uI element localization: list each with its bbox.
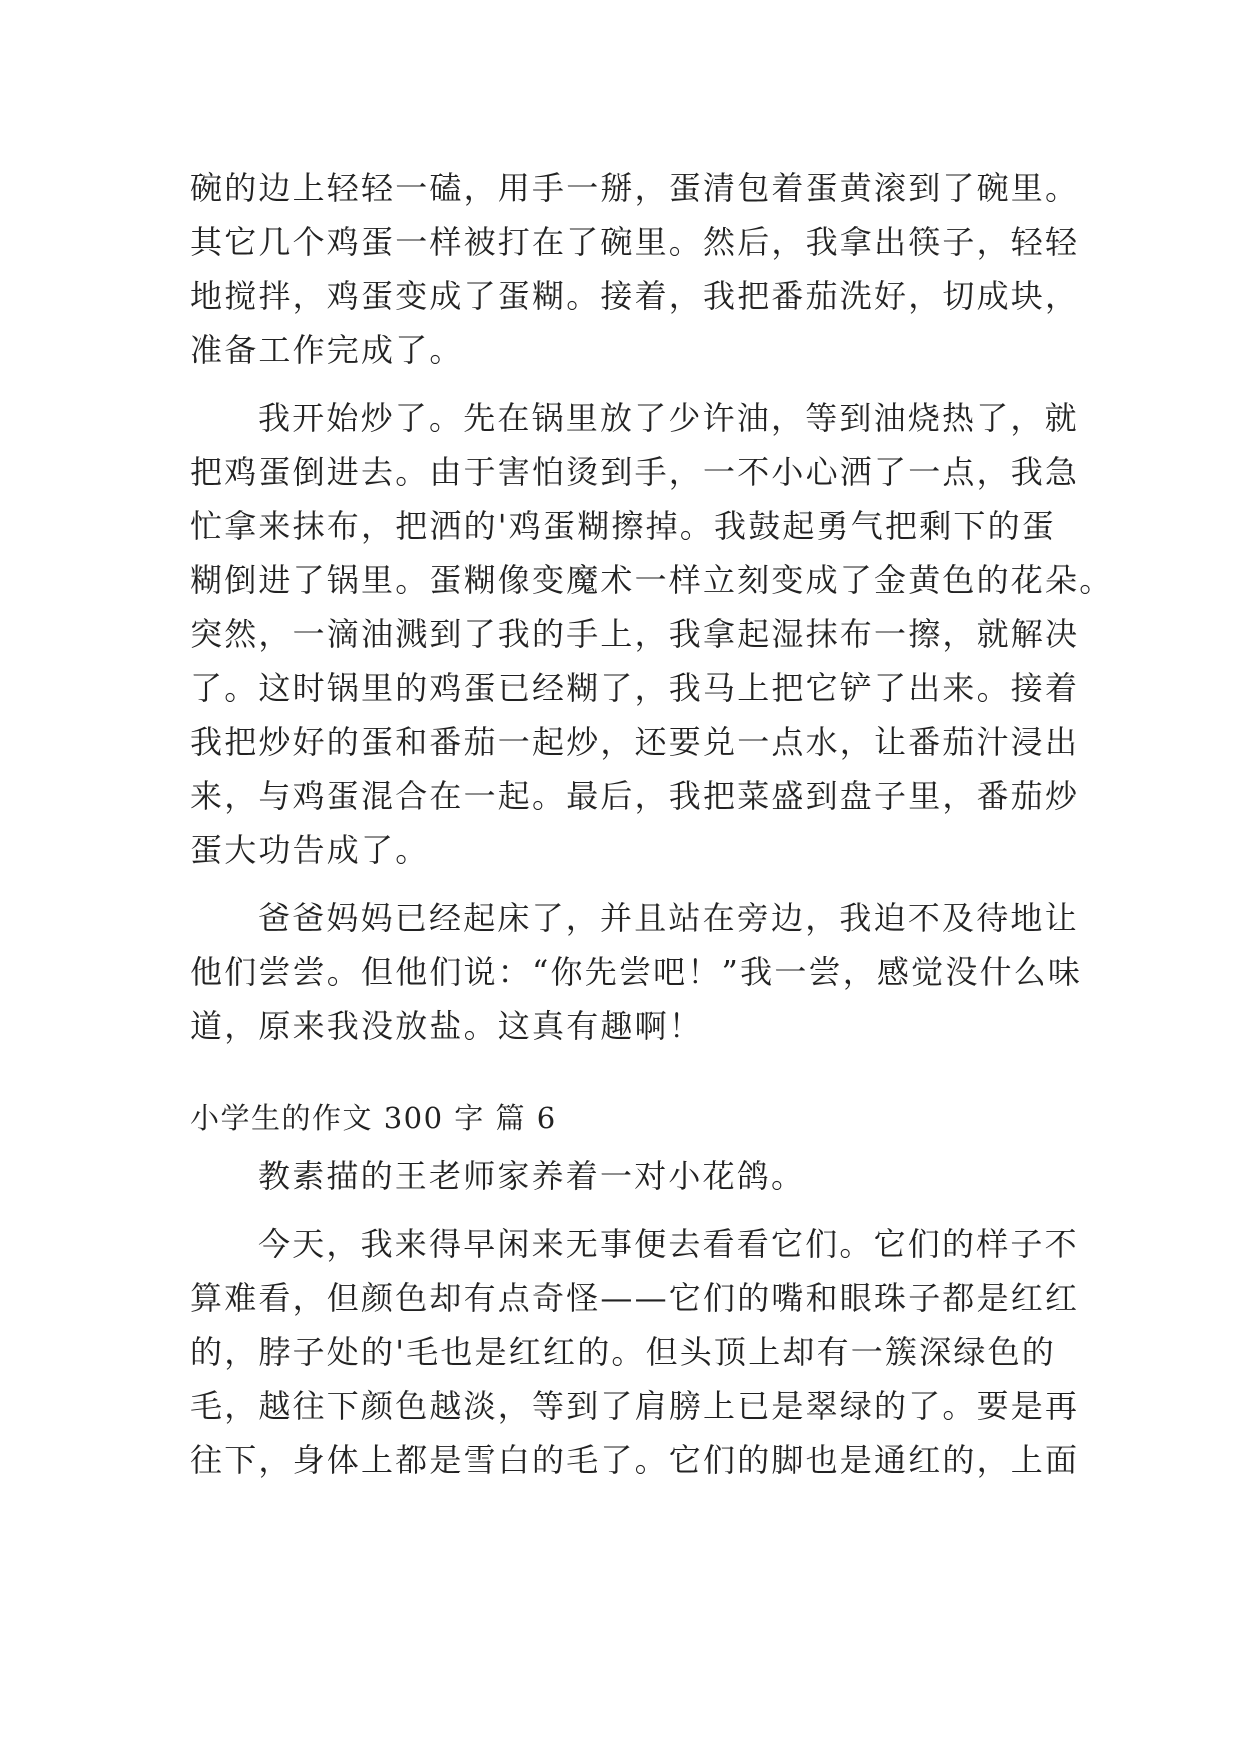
paragraph-2-line: 蛋大功告成了。 (190, 831, 430, 869)
paragraph-1-line: 地搅拌，鸡蛋变成了蛋糊。接着，我把番茄洗好，切成块， (190, 277, 1080, 315)
paragraph-2-line: 把鸡蛋倒进去。由于害怕烫到手，一不小心洒了一点，我急 (190, 453, 1080, 491)
paragraph-5-line: 算难看，但颜色却有点奇怪——它们的嘴和眼珠子都是红红 (190, 1279, 1080, 1317)
paragraph-2-line: 突然，一滴油溅到了我的手上，我拿起湿抹布一擦，就解决 (190, 615, 1080, 653)
paragraph-5-line: 毛，越往下颜色越淡，等到了肩膀上已是翠绿的了。要是再 (190, 1387, 1080, 1425)
paragraph-2-line: 我把炒好的蛋和番茄一起炒，还要兑一点水，让番茄汁浸出 (190, 723, 1080, 761)
paragraph-4-line: 教素描的王老师家养着一对小花鸽。 (258, 1157, 806, 1195)
paragraph-1-line: 准备工作完成了。 (190, 331, 464, 369)
paragraph-2-line: 了。这时锅里的鸡蛋已经糊了，我马上把它铲了出来。接着 (190, 669, 1080, 707)
paragraph-2-line: 忙拿来抹布，把洒的'鸡蛋糊擦掉。我鼓起勇气把剩下的蛋 (190, 507, 1056, 545)
paragraph-1-line: 碗的边上轻轻一磕，用手一掰，蛋清包着蛋黄滚到了碗里。 (190, 169, 1080, 207)
paragraph-2-line: 来，与鸡蛋混合在一起。最后，我把菜盛到盘子里，番茄炒 (190, 777, 1080, 815)
section-heading: 小学生的作文 300 字 篇 6 (190, 1101, 557, 1135)
paragraph-3-line: 道，原来我没放盐。这真有趣啊！ (190, 1007, 704, 1045)
paragraph-3-line: 他们尝尝。但他们说：“你先尝吧！”我一尝，感觉没什么味 (190, 953, 1083, 991)
paragraph-3-line: 爸爸妈妈已经起床了，并且站在旁边，我迫不及待地让 (258, 899, 1079, 937)
paragraph-2-line: 我开始炒了。先在锅里放了少许油，等到油烧热了，就 (258, 399, 1079, 437)
paragraph-1-line: 其它几个鸡蛋一样被打在了碗里。然后，我拿出筷子，轻轻 (190, 223, 1080, 261)
paragraph-5-line: 的，脖子处的'毛也是红红的。但头顶上却有一簇深绿色的 (190, 1333, 1056, 1371)
paragraph-5-line: 往下，身体上都是雪白的毛了。它们的脚也是通红的，上面 (190, 1441, 1080, 1479)
paragraph-2-line: 糊倒进了锅里。蛋糊像变魔术一样立刻变成了金黄色的花朵。 (190, 561, 1114, 599)
paragraph-5-line: 今天，我来得早闲来无事便去看看它们。它们的样子不 (258, 1225, 1079, 1263)
